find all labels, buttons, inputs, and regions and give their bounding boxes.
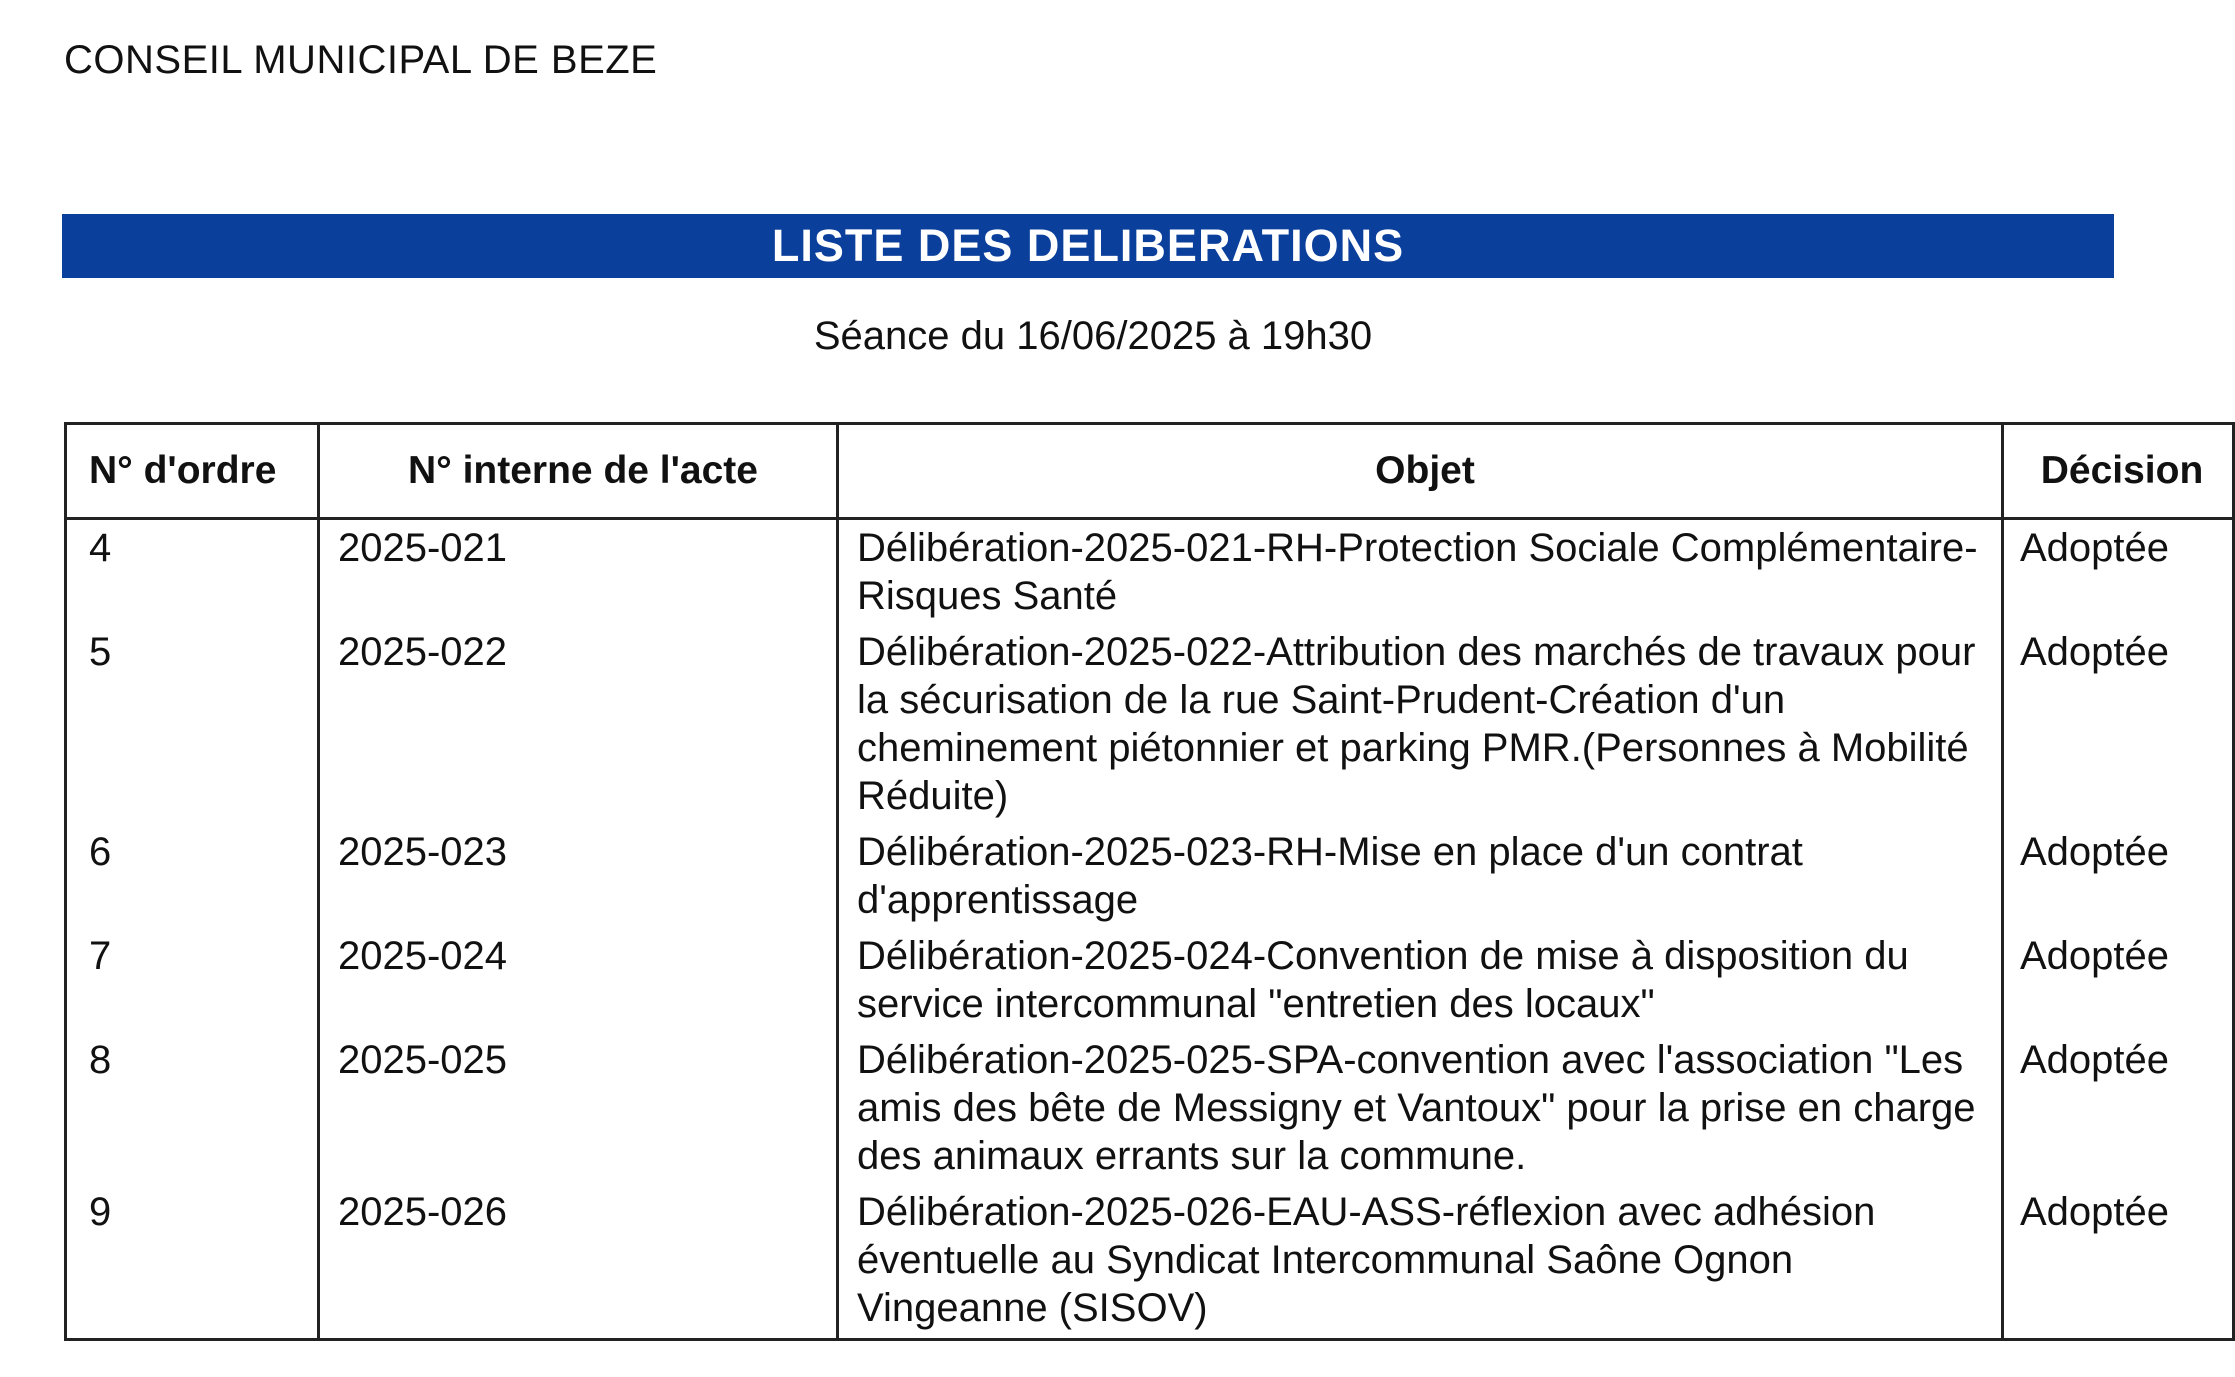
cell-acte: 2025-026 <box>319 1188 838 1340</box>
cell-objet: Délibération-2025-024-Convention de mise à disposition du service intercommunal "entretien des locaux" <box>838 932 2003 1036</box>
cell-acte: 2025-023 <box>319 828 838 932</box>
cell-decision: Adoptée <box>2003 828 2234 932</box>
cell-objet: Délibération-2025-026-EAU-ASS-réflexion avec adhésion éventuelle au Syndicat Intercommunal Saône Ognon Vingeanne (SISOV) <box>838 1188 2003 1340</box>
cell-ordre: 9 <box>66 1188 319 1340</box>
cell-objet: Délibération-2025-023-RH-Mise en place d'un contrat d'apprentissage <box>838 828 2003 932</box>
cell-ordre: 5 <box>66 628 319 828</box>
cell-acte: 2025-024 <box>319 932 838 1036</box>
cell-objet: Délibération-2025-022-Attribution des marchés de travaux pour la sécurisation de la rue Saint-Prudent-Création d'un cheminement piétonnier et parking PMR.(Personnes à Mobilité Réduite) <box>838 628 2003 828</box>
cell-ordre: 8 <box>66 1036 319 1188</box>
table-row <box>66 628 2234 828</box>
column-header-ordre: N° d'ordre <box>66 424 319 519</box>
column-header-objet: Objet <box>838 424 2003 519</box>
table-header-row <box>66 424 2234 519</box>
cell-decision: Adoptée <box>2003 519 2234 629</box>
title-banner <box>62 214 2114 278</box>
column-header-decision: Décision <box>2003 424 2234 519</box>
deliberations-table <box>64 422 2235 1341</box>
cell-acte: 2025-022 <box>319 628 838 828</box>
table-row <box>66 1188 2234 1340</box>
cell-acte: 2025-025 <box>319 1036 838 1188</box>
council-name: CONSEIL MUNICIPAL DE BEZE <box>64 38 658 82</box>
cell-decision: Adoptée <box>2003 1188 2234 1340</box>
cell-ordre: 4 <box>66 519 319 629</box>
cell-decision: Adoptée <box>2003 932 2234 1036</box>
table-row <box>66 828 2234 932</box>
cell-ordre: 7 <box>66 932 319 1036</box>
cell-objet: Délibération-2025-025-SPA-convention avec l'association "Les amis des bête de Messigny et Vantoux" pour la prise en charge des animaux errants sur la commune. <box>838 1036 2003 1188</box>
cell-decision: Adoptée <box>2003 1036 2234 1188</box>
session-date: Séance du 16/06/2025 à 19h30 <box>813 314 1373 358</box>
cell-acte: 2025-021 <box>319 519 838 629</box>
table-row <box>66 519 2234 629</box>
cell-objet: Délibération-2025-021-RH-Protection Sociale Complémentaire-Risques Santé <box>838 519 2003 629</box>
page-title: LISTE DES DELIBERATIONS <box>771 220 1405 271</box>
cell-decision: Adoptée <box>2003 628 2234 828</box>
table-row <box>66 932 2234 1036</box>
cell-ordre: 6 <box>66 828 319 932</box>
table-row <box>66 1036 2234 1188</box>
column-header-acte: N° interne de l'acte <box>319 424 838 519</box>
